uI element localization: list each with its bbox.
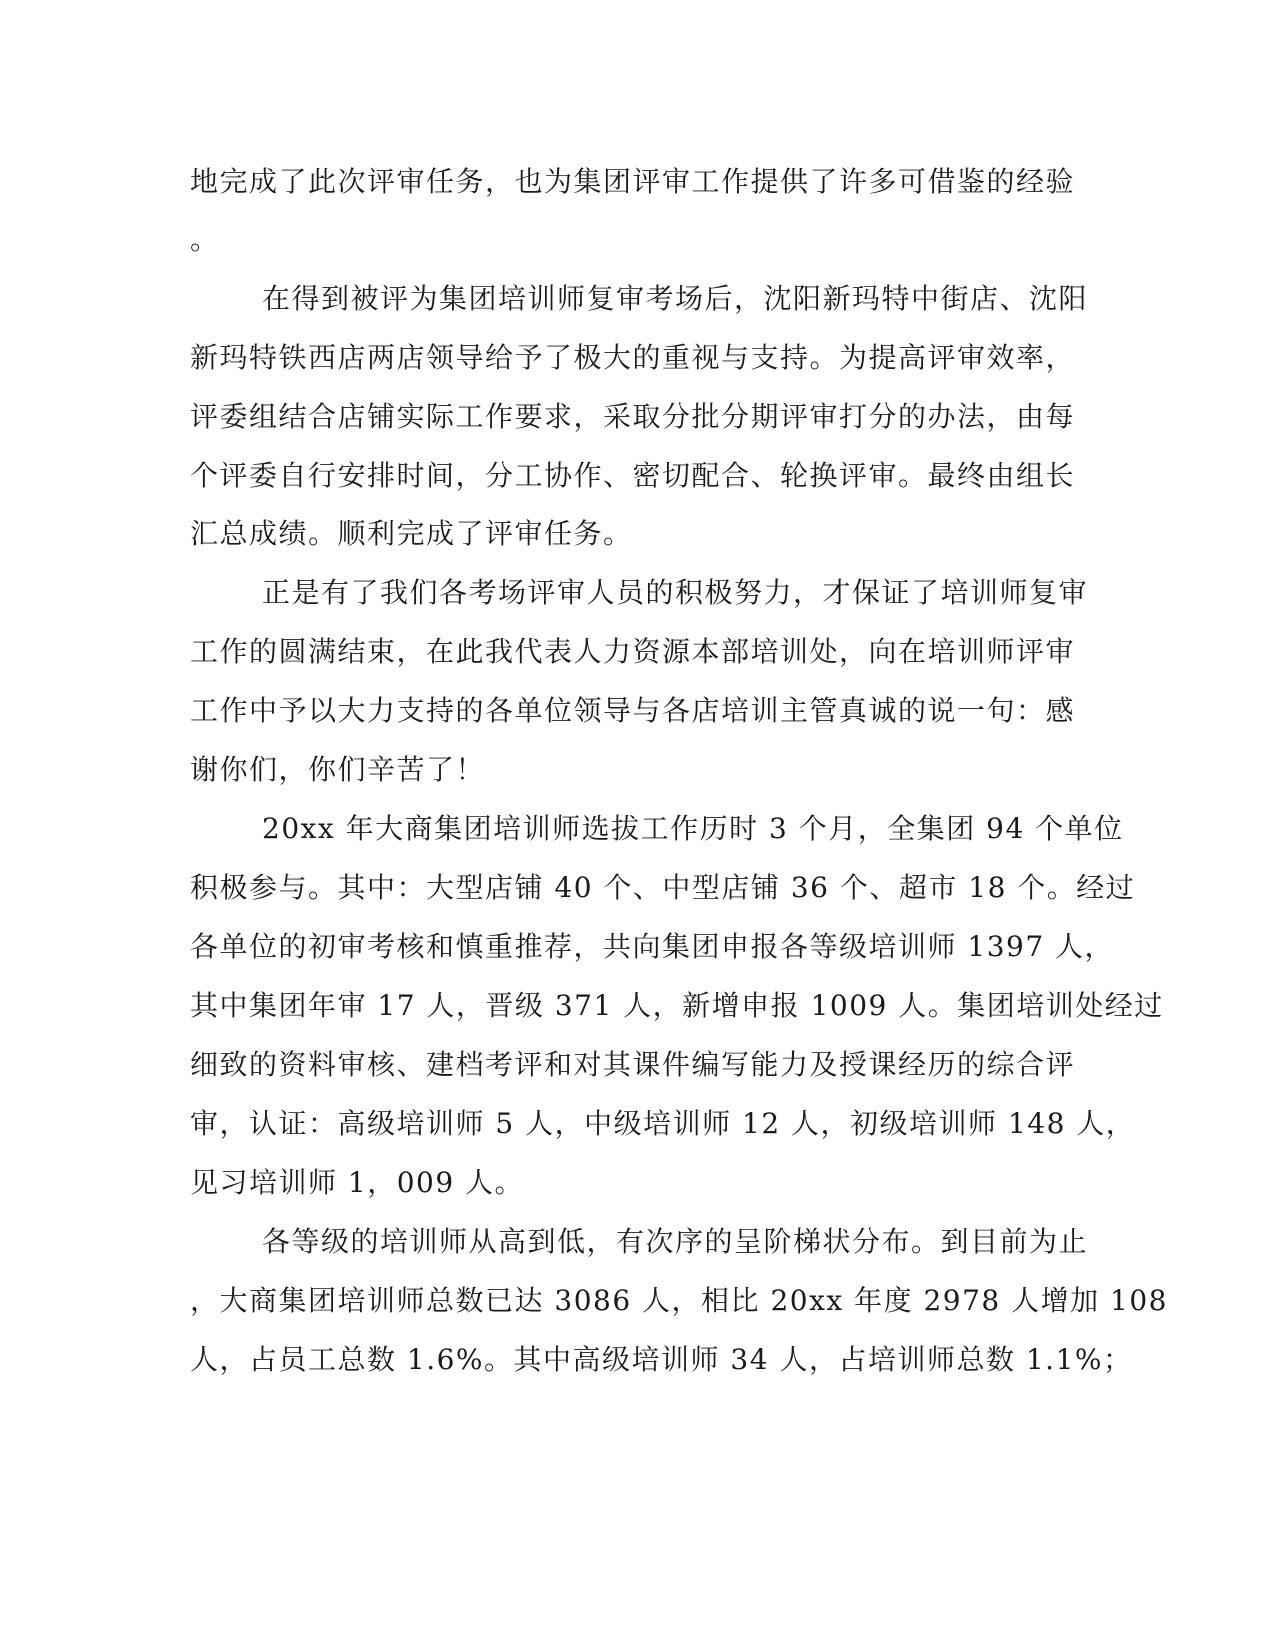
text-line: 谢你们，你们辛苦了！ <box>190 753 486 786</box>
text-line: 新玛特铁西店两店领导给予了极大的重视与支持。为提高评审效率， <box>190 341 1076 374</box>
text-line: 地完成了此次评审任务，也为集团评审工作提供了许多可借鉴的经验 <box>190 165 1076 198</box>
text-line: 评委组结合店铺实际工作要求，采取分批分期评审打分的办法，由每 <box>190 400 1076 433</box>
text-line: 人，占员工总数 1.6%。其中高级培训师 34 人，占培训师总数 1.1%； <box>190 1343 1133 1376</box>
text-line: 细致的资料审核、建档考评和对其课件编写能力及授课经历的综合评 <box>190 1048 1076 1081</box>
text-line: 各单位的初审考核和慎重推荐，共向集团申报各等级培训师 1397 人， <box>190 930 1115 963</box>
paragraph-first-line: 在得到被评为集团培训师复审考场后，沈阳新玛特中街店、沈阳 <box>262 282 1089 315</box>
text-line: 。 <box>190 223 220 256</box>
text-line: 汇总成绩。顺利完成了评审任务。 <box>190 517 633 550</box>
text-line: 工作中予以大力支持的各单位领导与各店培训主管真诚的说一句：感 <box>190 694 1076 727</box>
text-line: ，大商集团培训师总数已达 3086 人，相比 20xx 年度 2978 人增加 108 <box>190 1284 1168 1317</box>
text-line: 见习培训师 1，009 人。 <box>190 1166 525 1199</box>
text-line: 工作的圆满结束，在此我代表人力资源本部培训处，向在培训师评审 <box>190 635 1076 668</box>
paragraph-first-line: 20xx 年大商集团培训师选拔工作历时 3 个月，全集团 94 个单位 <box>262 812 1124 845</box>
text-line: 审，认证：高级培训师 5 人，中级培训师 12 人，初级培训师 148 人， <box>190 1107 1136 1140</box>
text-line: 积极参与。其中：大型店铺 40 个、中型店铺 36 个、超市 18 个。经过 <box>190 871 1136 904</box>
paragraph-first-line: 各等级的培训师从高到低，有次序的呈阶梯状分布。到目前为止 <box>262 1225 1089 1258</box>
text-line: 其中集团年审 17 人，晋级 371 人，新增申报 1009 人。集团培训处经过 <box>190 989 1164 1022</box>
paragraph-first-line: 正是有了我们各考场评审人员的积极努力，才保证了培训师复审 <box>262 576 1089 609</box>
text-line: 个评委自行安排时间，分工协作、密切配合、轮换评审。最终由组长 <box>190 459 1076 492</box>
